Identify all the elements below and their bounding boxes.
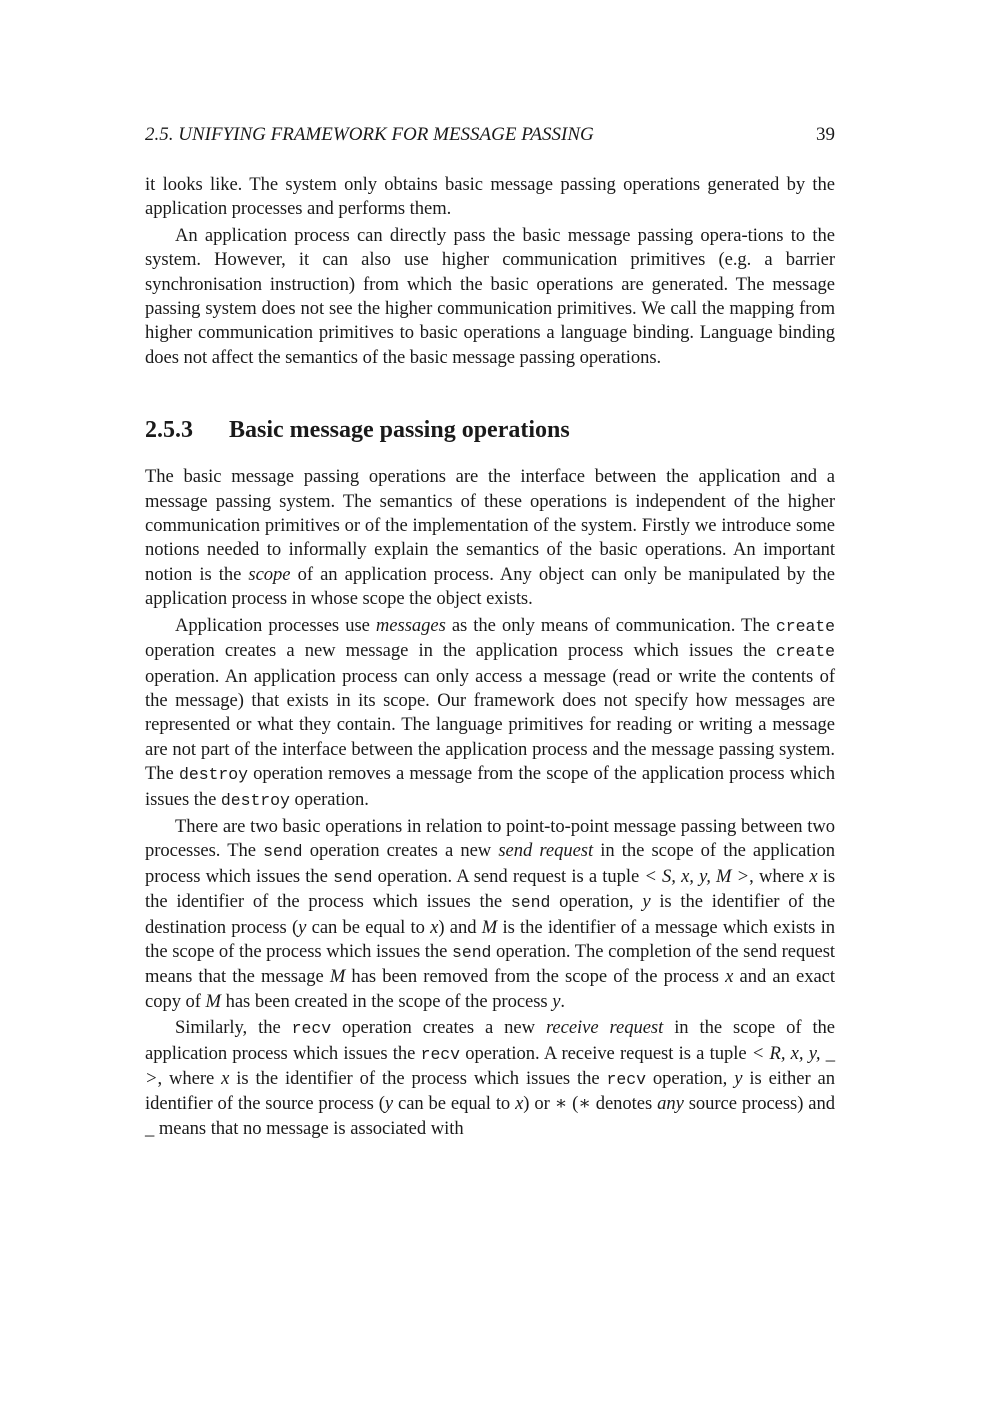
text-run: There are two basic operations in relation to point-to-point message passing between two processes. The	[145, 815, 835, 862]
math-var: y	[552, 990, 561, 1012]
paragraph-language-binding	[145, 224, 835, 370]
emphasis-scope: scope	[248, 563, 291, 585]
text-run: operation. A send request is a tuple	[372, 865, 645, 887]
running-head-title: 2.5. UNIFYING FRAMEWORK FOR MESSAGE PASSING	[145, 124, 594, 145]
math-var: x	[430, 916, 439, 938]
text-run: operation,	[645, 1068, 735, 1089]
math-send-tuple: < S, x, y, M >	[644, 865, 750, 887]
math-var: y	[298, 916, 307, 938]
math-var: M	[481, 916, 498, 938]
code-create: create	[775, 642, 835, 662]
text-run: operation creates a new message in the application process which issues the	[145, 640, 776, 662]
paragraph-messages	[145, 614, 835, 813]
text-run: as the only means of communication. The	[445, 614, 776, 636]
text-run: operation creates a new	[331, 1017, 546, 1039]
section-title: Basic message passing operations	[229, 417, 570, 444]
text-run: operation creates a new	[302, 840, 499, 862]
text-run: in the scope of the application process which issues the	[145, 840, 835, 887]
text-run: The basic message passing operations are the interface between the application and a message passing system. The semantics of these operations is independent of the higher communication primitives or of the implementation of the system. Firstly we introduce some notions needed to informally explain the semantics of the basic operations. An important notion is the	[145, 466, 835, 585]
section-number: 2.5.3	[145, 417, 193, 444]
paragraph-continuation: it looks like. The system only obtains basic message passing operations generated by the application processes and performs them.	[145, 174, 835, 220]
math-recv-tuple: < R, x, y, _ >	[145, 1042, 835, 1089]
text-run: .	[560, 990, 566, 1012]
paragraph-basic-operations-intro	[145, 465, 835, 611]
text-run: is either an identifier of the source process (	[145, 1068, 836, 1115]
document-page	[145, 120, 835, 1141]
text-run: operation. A receive request is a tuple	[460, 1042, 752, 1064]
text-run: is the identifier of a message which exists in the scope of the process which issues the	[145, 916, 835, 962]
emphasis-any: any	[657, 1093, 684, 1115]
math-var: x	[515, 1093, 524, 1115]
page-number: 39	[816, 124, 835, 145]
text-run: has been removed from the scope of the process	[345, 966, 726, 988]
text-run: source process) and _ means that no message is associated with	[145, 1093, 835, 1139]
emphasis-receive-request: receive request	[545, 1017, 664, 1039]
paragraph-text: An application process can directly pass the basic message passing opera-tions to the system. However, it can also use higher communication primitives (e.g. a barrier synchronisation instruction) from which the basic operations are generated. The message passing system does not see the higher communication primitives. We call the mapping from higher communication primitives to basic operations a language binding. Language binding does not affect the semantics of the basic message passing operations.	[145, 224, 835, 368]
math-var: M	[205, 990, 221, 1012]
math-var: M	[329, 966, 346, 988]
code-recv: recv	[291, 1019, 332, 1039]
paragraph-recv	[145, 1016, 835, 1141]
math-var: x	[221, 1068, 230, 1089]
math-var: y	[642, 891, 651, 913]
math-var: y	[384, 1093, 394, 1115]
text-run: can be equal to	[306, 916, 431, 938]
math-var: y	[734, 1068, 743, 1089]
text-run: can be equal to	[393, 1093, 516, 1115]
code-send: send	[263, 842, 303, 862]
code-recv: recv	[606, 1070, 646, 1089]
text-run: , where	[749, 865, 810, 887]
text-run: operation removes a message from the scope of the application process which issues the	[145, 763, 835, 810]
paragraph-send	[145, 815, 835, 1014]
code-recv: recv	[420, 1044, 461, 1064]
text-run: ) and	[438, 916, 482, 938]
section-heading	[145, 415, 835, 445]
text-run: operation. An application process can only access a message (read or write the contents of the message) that exists in its scope. Our framework does not specify how messages are represented or what they contain. The language primitives for reading or writing a message are not part of the interface between the application process and the message passing system. The	[145, 665, 835, 785]
math-var: x	[725, 966, 734, 988]
text-run: operation,	[550, 891, 643, 913]
text-run: of an application process. Any object can only be manipulated by the application process in whose scope the object exists.	[145, 563, 835, 610]
text-run: has been created in the scope of the process	[220, 990, 553, 1012]
text-run: is the identifier of the destination process (	[145, 891, 836, 938]
emphasis-messages: messages	[375, 614, 446, 636]
text-run: is the identifier of the process which issues the	[145, 865, 836, 913]
code-send: send	[333, 867, 373, 887]
text-run: Similarly, the	[175, 1017, 292, 1039]
text-run: Application processes use	[175, 614, 376, 636]
code-send: send	[510, 893, 551, 913]
code-send: send	[452, 942, 492, 962]
math-var: x	[809, 865, 818, 887]
text-run: ) or ∗ (∗ denotes	[523, 1093, 658, 1115]
text-run: operation. The completion of the send request means that the message	[145, 940, 836, 988]
text-run: , where	[157, 1068, 222, 1089]
code-create: create	[775, 616, 836, 636]
running-head	[145, 120, 835, 150]
text-run: and an exact copy of	[145, 966, 835, 1012]
text-run: in the scope of the application process which issues the	[145, 1017, 836, 1064]
emphasis-send-request: send request	[498, 840, 594, 862]
text-run: is the identifier of the process which issues the	[229, 1068, 607, 1089]
text-run: operation.	[289, 788, 369, 810]
code-destroy: destroy	[178, 765, 248, 785]
code-destroy: destroy	[220, 790, 290, 810]
